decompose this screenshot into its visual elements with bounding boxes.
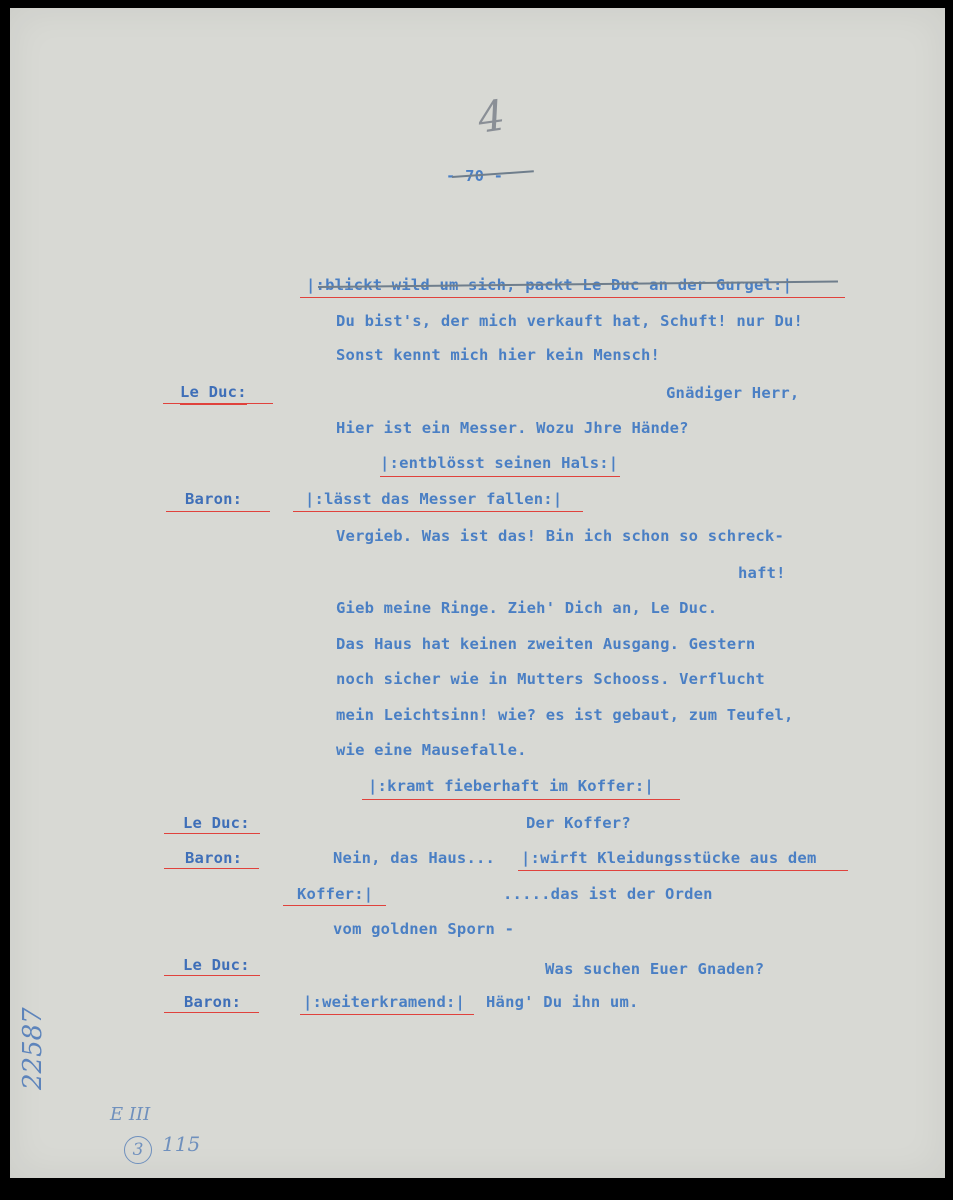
speaker-label: Baron: xyxy=(184,993,242,1011)
dialogue-line: Der Koffer? xyxy=(526,814,631,832)
dialogue-line: .....das ist der Orden xyxy=(503,885,713,903)
signature-note: E III xyxy=(110,1104,151,1125)
folio-number: 115 xyxy=(162,1132,201,1156)
dialogue-line: Häng' Du ihn um. xyxy=(486,993,639,1011)
dialogue-line: Das Haus hat keinen zweiten Ausgang. Gestern xyxy=(336,635,756,653)
underline xyxy=(380,476,620,477)
stage-direction: |:entblösst seinen Hals:| xyxy=(380,454,619,472)
underline xyxy=(163,403,273,404)
folio-pencil: 4 xyxy=(474,90,509,143)
dialogue-line: Vergieb. Was ist das! Bin ich schon so schreck- xyxy=(336,527,784,545)
underline xyxy=(518,870,848,871)
dialogue-line: haft! xyxy=(738,564,786,582)
stage-direction: |:kramt fieberhaft im Koffer:| xyxy=(368,777,654,795)
speaker-label: Le Duc: xyxy=(183,814,250,832)
inventory-number: 22587 xyxy=(18,1007,48,1090)
dialogue-line: Nein, das Haus... xyxy=(333,849,496,867)
underline xyxy=(164,833,260,834)
dialogue-line: Gieb meine Ringe. Zieh' Dich an, Le Duc. xyxy=(336,599,718,617)
dialogue-line: Was suchen Euer Gnaden? xyxy=(545,960,765,978)
speaker-label: Le Duc: xyxy=(183,956,250,974)
speaker-label: Le Duc: xyxy=(180,382,247,405)
dialogue-line: vom goldnen Sporn - xyxy=(333,920,515,938)
underline xyxy=(362,799,680,800)
dialogue-line: Du bist's, der mich verkauft hat, Schuft! nur Du! xyxy=(336,312,804,330)
underline xyxy=(164,868,259,869)
stage-direction: Koffer:| xyxy=(297,885,374,903)
stage-direction: |:wirft Kleidungsstücke aus dem xyxy=(521,849,817,867)
underline xyxy=(283,905,386,906)
underline xyxy=(164,1012,259,1013)
circled-number: 3 xyxy=(124,1136,152,1164)
page-number: - 70 - xyxy=(446,167,504,185)
underline xyxy=(166,511,270,512)
stage-direction: |:lässt das Messer fallen:| xyxy=(305,490,563,508)
stage-direction: |:blickt wild um sich, packt Le Duc an der Gurgel:| xyxy=(306,276,793,294)
underline xyxy=(164,975,260,976)
underline xyxy=(300,1014,474,1015)
dialogue-line: Hier ist ein Messer. Wozu Jhre Hände? xyxy=(336,419,689,437)
dialogue-line: mein Leichtsinn! wie? es ist gebaut, zum Teufel, xyxy=(336,706,794,724)
dialogue-line: Sonst kennt mich hier kein Mensch! xyxy=(336,346,661,364)
underline xyxy=(293,511,583,512)
dialogue-line: noch sicher wie in Mutters Schooss. Verflucht xyxy=(336,670,765,688)
stage-direction: |:weiterkramend:| xyxy=(303,993,466,1011)
underline xyxy=(300,297,845,298)
speaker-label: Baron: xyxy=(185,490,243,508)
dialogue-line: Gnädiger Herr, xyxy=(666,384,800,402)
dialogue-line: wie eine Mausefalle. xyxy=(336,741,527,759)
speaker-label: Baron: xyxy=(185,849,243,867)
